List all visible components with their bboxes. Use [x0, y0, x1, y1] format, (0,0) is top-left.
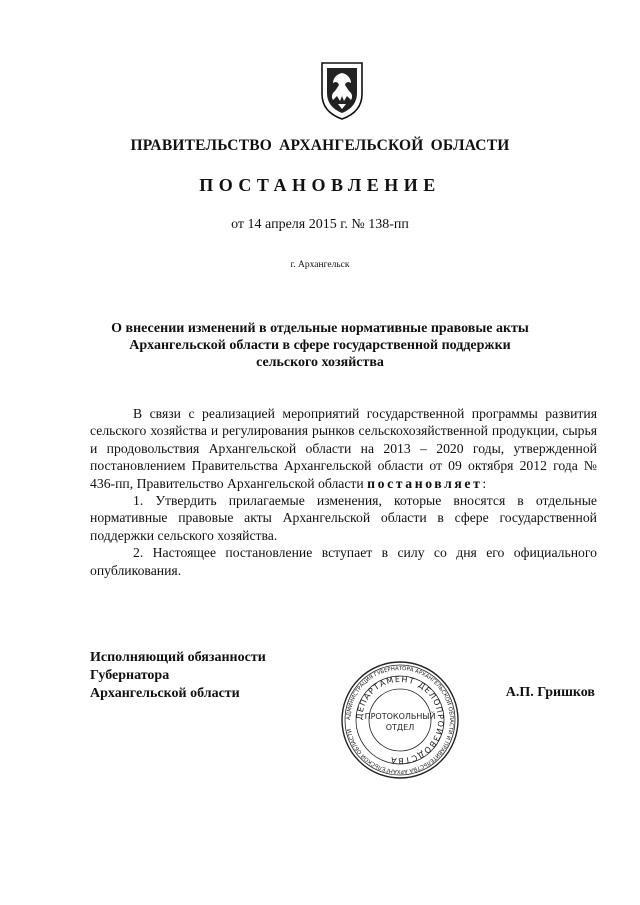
coat-of-arms-icon — [318, 60, 366, 122]
document-type: ПОСТАНОВЛЕНИЕ — [199, 175, 441, 195]
seal-outer-text: АДМИНИСТРАЦИЯ ГУБЕРНАТОРА АРХАНГЕЛЬСКОЙ ОБЛАСТИ И ПРАВИТЕЛЬСТВА АРХАНГЕЛЬСКОЙ ОБЛАСТИ — [345, 665, 455, 775]
item-paragraph-2: 2. Настоящее постановление вступает в силу со дня его официального опубликования. — [90, 545, 597, 578]
document-city: г. Архангельск — [290, 260, 350, 270]
subject-line: Архангельской области в сфере государственной поддержки — [129, 338, 511, 353]
position-line: Архангельской области — [90, 686, 240, 701]
resolves-word: постановляет — [367, 475, 483, 491]
seal-center-line: ПРОТОКОЛЬНЫЙ — [364, 712, 436, 721]
seal-center-line: ОТДЕЛ — [385, 723, 415, 732]
document-body — [90, 405, 597, 579]
seal-inner-text: ДЕПАРТАМЕНТ ДЕЛОПРОИЗВОДСТВА — [354, 674, 446, 766]
item-paragraph-1: 1. Утвердить прилагаемые изменения, которые вносятся в отдельные нормативные правовые акты Архангельской области в сфере государственной поддержки сельского хозяйства. — [90, 493, 597, 543]
position-line: Губернатора — [90, 668, 170, 683]
position-line: Исполняющий обязанности — [90, 650, 266, 665]
official-seal-icon — [340, 660, 460, 780]
resolves-colon: : — [482, 475, 487, 491]
document-subject — [100, 320, 540, 371]
signatory-position — [90, 649, 266, 703]
preamble-paragraph — [90, 405, 597, 492]
organization-title: ПРАВИТЕЛЬСТВО АРХАНГЕЛЬСКОЙ ОБЛАСТИ — [130, 137, 510, 154]
subject-line: О внесении изменений в отдельные нормативные правовые акты — [111, 321, 529, 336]
document-date-number: от 14 апреля 2015 г. № 138-пп — [231, 217, 409, 232]
signatory-name: А.П. Гришков — [505, 685, 595, 700]
preamble-text: В связи с реализацией мероприятий государственной программы развития сельского хозяйства и регулирования рынков сельскохозяйственной продукции, сырья и продовольствия Архангельской области на 2013 – 2020 годы, утвержденной постановлением Правительства Архангельской области от 09 октября 2012 года № 436-пп, Правительство Архангельской области — [90, 406, 597, 491]
subject-line: сельского хозяйства — [256, 355, 384, 370]
